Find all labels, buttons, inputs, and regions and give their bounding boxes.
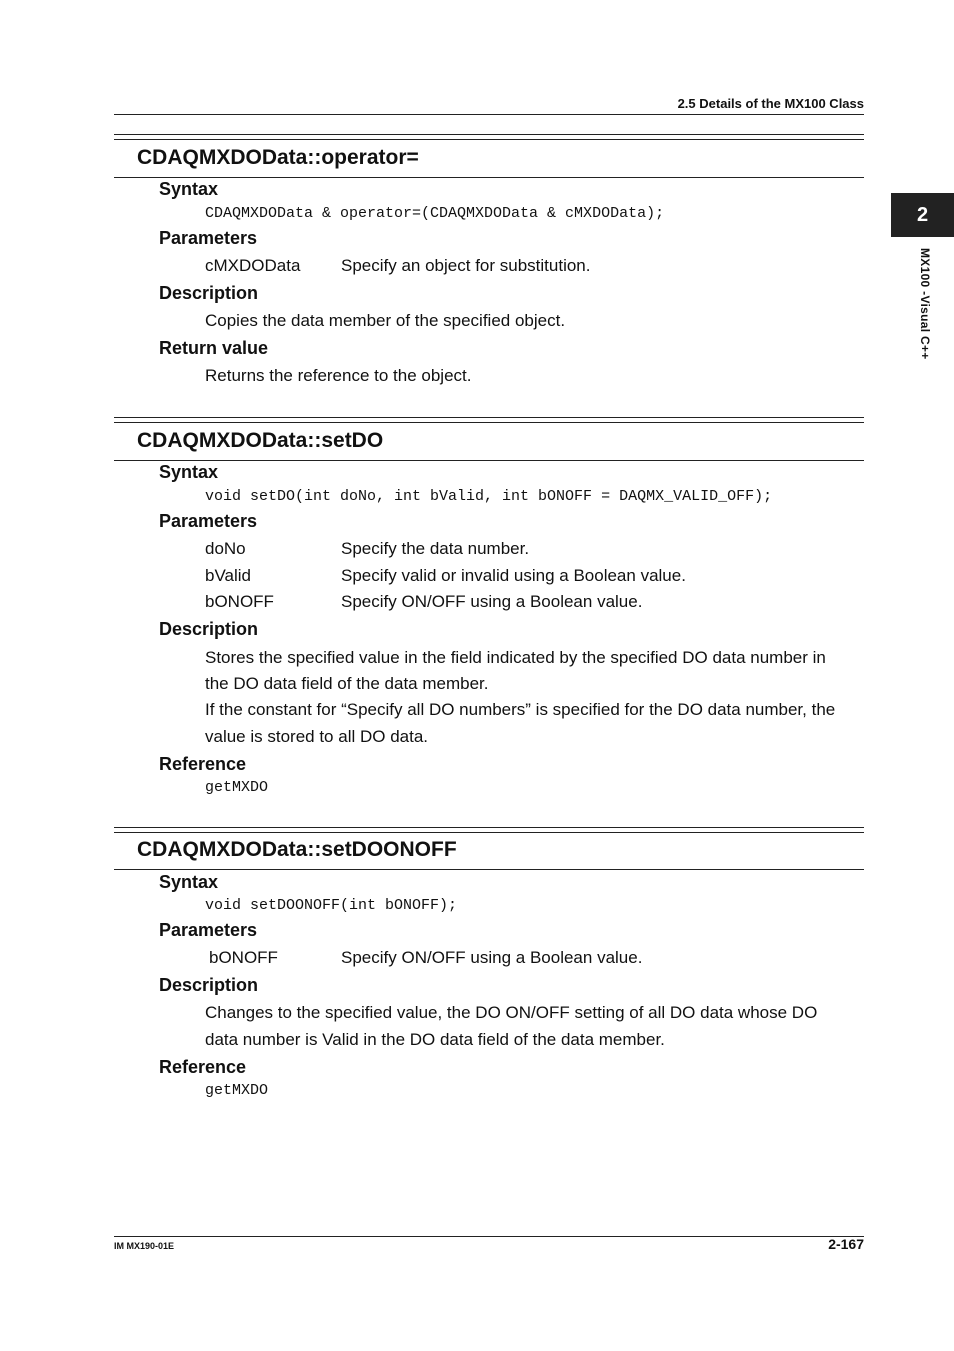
section-rule-top — [114, 139, 864, 140]
syntax-heading: Syntax — [159, 179, 219, 199]
document-id: IM MX190-01E — [114, 1241, 175, 1251]
param-description: Specify ON/OFF using a Boolean value. — [341, 592, 643, 611]
syntax-heading: Syntax — [159, 872, 219, 892]
description-text: Stores the specified value in the field indicated by the specified DO data number in — [205, 648, 826, 667]
reference-code: getMXDO — [205, 779, 269, 796]
chapter-side-label: MX100 -Visual C++ — [918, 248, 932, 360]
section-rule-top — [114, 827, 864, 828]
return-value-text: Returns the reference to the object. — [205, 366, 472, 385]
syntax-heading: Syntax — [159, 462, 219, 482]
param-name: bONOFF — [209, 948, 278, 967]
section-rule-bottom — [114, 869, 864, 870]
description-text: data number is Valid in the DO data field of the data member. — [205, 1030, 665, 1049]
page-number: 2-167 — [828, 1236, 864, 1252]
description-heading: Description — [159, 283, 259, 303]
reference-heading: Reference — [159, 1057, 247, 1077]
section-title: CDAQMXDOData::setDOONOFF — [137, 838, 457, 861]
section-rule-top — [114, 417, 864, 418]
running-header: 2.5 Details of the MX100 Class — [677, 96, 864, 111]
description-text: the DO data field of the data member. — [205, 674, 489, 693]
description-text: If the constant for “Specify all DO numbers” is specified for the DO data number, the — [205, 700, 836, 719]
section-rule-top — [114, 832, 864, 833]
description-text: Copies the data member of the specified object. — [205, 311, 566, 330]
section-rule-top — [114, 422, 864, 423]
description-text: value is stored to all DO data. — [205, 727, 429, 746]
param-name: bValid — [205, 566, 251, 585]
param-description: Specify the data number. — [341, 539, 530, 558]
chapter-tab: 2 — [891, 193, 954, 237]
parameters-heading: Parameters — [159, 920, 258, 940]
param-name: bONOFF — [205, 592, 274, 611]
param-description: Specify valid or invalid using a Boolean value. — [341, 566, 686, 585]
syntax-code: void setDO(int doNo, int bValid, int bONOFF = DAQMX_VALID_OFF); — [205, 488, 773, 505]
description-text: Changes to the specified value, the DO ON/OFF setting of all DO data whose DO — [205, 1003, 818, 1022]
reference-heading: Reference — [159, 754, 247, 774]
footer-rule — [114, 1236, 864, 1237]
section-title: CDAQMXDOData::operator= — [137, 146, 419, 169]
syntax-code: void setDOONOFF(int bONOFF); — [205, 897, 458, 914]
param-name: cMXDOData — [205, 256, 301, 275]
param-name: doNo — [205, 539, 246, 558]
param-description: Specify ON/OFF using a Boolean value. — [341, 948, 643, 967]
reference-code: getMXDO — [205, 1082, 269, 1099]
description-heading: Description — [159, 619, 259, 639]
parameters-heading: Parameters — [159, 228, 258, 248]
description-heading: Description — [159, 975, 259, 995]
param-description: Specify an object for substitution. — [341, 256, 591, 275]
header-rule — [114, 114, 864, 115]
section-rule-bottom — [114, 460, 864, 461]
section-rule-bottom — [114, 177, 864, 178]
return-value-heading: Return value — [159, 338, 269, 358]
syntax-code: CDAQMXDOData & operator=(CDAQMXDOData & cMXDOData); — [205, 205, 665, 222]
section-title: CDAQMXDOData::setDO — [137, 429, 384, 452]
section-rule-top — [114, 134, 864, 135]
parameters-heading: Parameters — [159, 511, 258, 531]
